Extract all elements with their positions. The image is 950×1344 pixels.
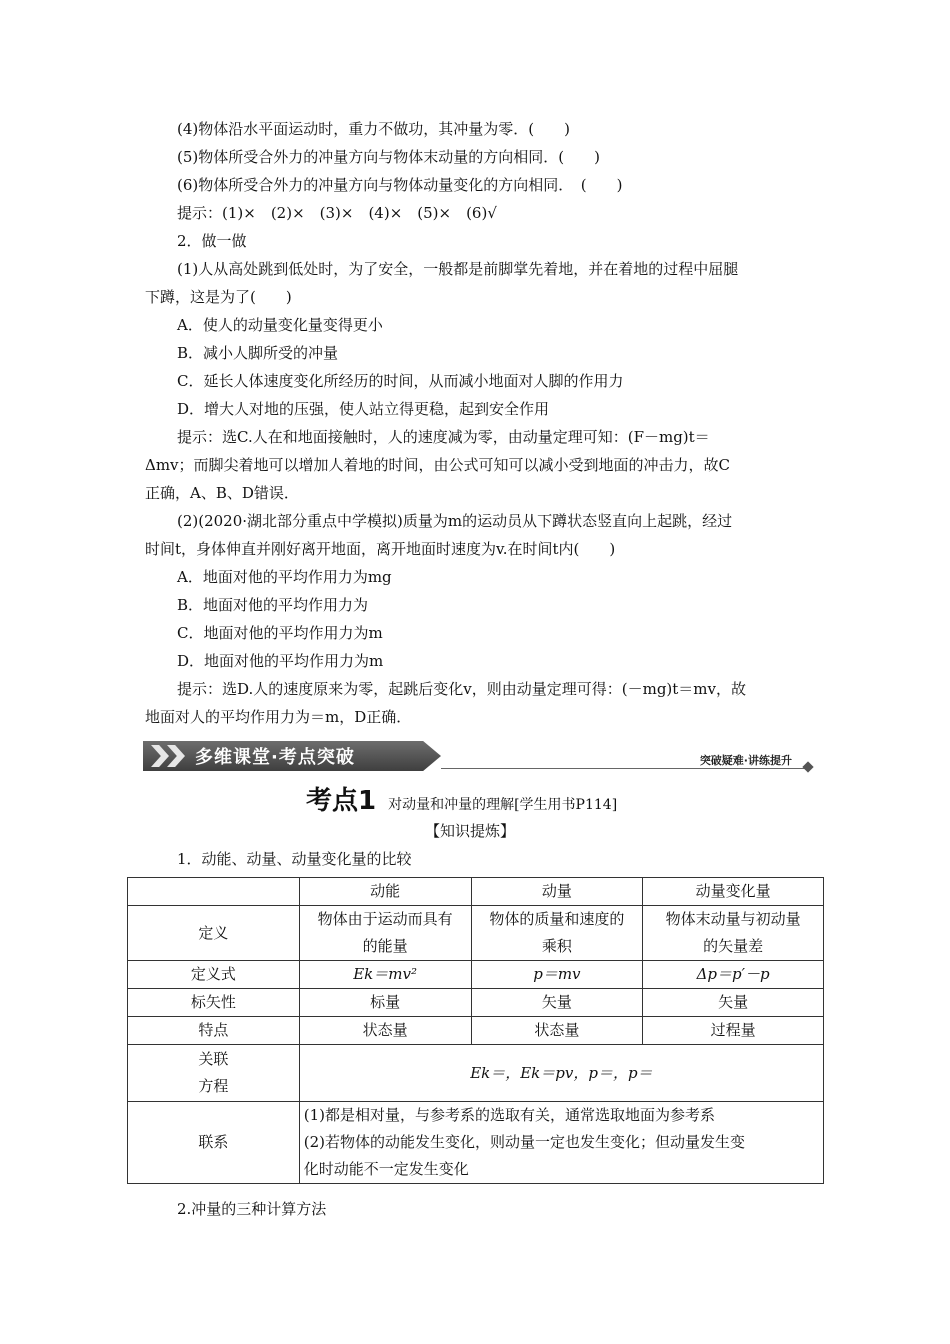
cell-line: (1)都是相对量，与参考系的选取有关，通常选取地面为参考系	[303, 1106, 715, 1124]
hint-answers: 提示：(1)× (2)× (3)× (4)× (5)× (6)√	[177, 204, 497, 222]
banner-rule	[441, 768, 808, 769]
table-cell: 过程量	[643, 1017, 824, 1045]
option-2c: C．地面对他的平均作用力为m	[177, 624, 383, 642]
table-row	[128, 1017, 824, 1045]
diamond-icon	[802, 761, 813, 772]
practice-2-stem: (2)(2020·湖北部分重点中学模拟)质量为m的运动员从下蹲状态竖直向上起跳，经过	[177, 512, 733, 530]
section-practice: 2．做一做	[177, 232, 247, 250]
banner-title: 多维课堂·考点突破	[195, 747, 355, 768]
table-cell: 矢量	[643, 989, 824, 1017]
table-cell: p＝mv	[471, 961, 643, 989]
table-cell: 标量	[299, 989, 471, 1017]
option-2a: A．地面对他的平均作用力为mg	[177, 568, 392, 586]
option-d: D．增大人对地的压强，使人站立得更稳，起到安全作用	[177, 400, 550, 418]
table-cell: 特点	[128, 1017, 300, 1045]
impulse-heading: 2.冲量的三种计算方法	[177, 1200, 327, 1218]
hint-2-line1: 提示：选D.人的速度原来为零，起跳后变化v，则由动量定理可得：(－mg)t＝mv，故	[177, 680, 746, 698]
cell-line: 的能量	[362, 937, 408, 955]
kaodian-number: 考点1	[306, 786, 377, 816]
table-cell	[299, 1102, 823, 1184]
table-cell: 动量变化量	[643, 878, 824, 906]
hint-1-line2: Δmv；而脚尖着地可以增加人着地的时间，由公式可知可以减小受到地面的冲击力，故C	[145, 456, 731, 474]
table-cell: 矢量	[471, 989, 643, 1017]
table-row	[128, 961, 824, 989]
option-a: A．使人的动量变化量变得更小	[177, 316, 383, 334]
comparison-heading: 1．动能、动量、动量变化量的比较	[177, 850, 412, 868]
hint-1-line3: 正确，A、B、D错误．	[145, 484, 299, 502]
practice-2-stem-cont: 时间t，身体伸直并刚好离开地面，离开地面时速度为v.在时间t内( )	[145, 540, 616, 558]
table-cell: 标矢性	[128, 989, 300, 1017]
kaodian-subtitle: 对动量和冲量的理解[学生用书P114]	[388, 797, 618, 813]
table-cell: 动量	[471, 878, 643, 906]
table-cell: 状态量	[471, 1017, 643, 1045]
table-cell: Ek＝，Ek＝pv，p＝，p＝	[299, 1045, 823, 1102]
table-cell: Ek＝mv²	[299, 961, 471, 989]
table-row	[128, 878, 824, 906]
cell-line: 乘积	[541, 937, 572, 955]
cell-line: 关联	[198, 1050, 229, 1068]
table-cell: 动能	[299, 878, 471, 906]
cell-line: 方程	[198, 1077, 229, 1095]
table-cell	[128, 1045, 300, 1102]
hint-1-line1: 提示：选C.人在和地面接触时，人的速度减为零，由动量定理可知：(F－mg)t＝	[177, 428, 710, 446]
table-row	[128, 989, 824, 1017]
comparison-table	[127, 877, 824, 1184]
option-b: B．减小人脚所受的冲量	[177, 344, 339, 362]
banner-right-text: 突破疑难·讲练提升	[699, 754, 792, 767]
table-cell	[643, 906, 824, 961]
option-2d: D．地面对他的平均作用力为m	[177, 652, 384, 670]
knowledge-tag: 【知识提炼】	[425, 822, 516, 840]
table-cell	[471, 906, 643, 961]
table-row	[128, 1102, 824, 1184]
option-2b: B．地面对他的平均作用力为	[177, 596, 369, 614]
option-c: C．延长人体速度变化所经历的时间，从而减小地面对人脚的作用力	[177, 372, 624, 390]
cell-line: 化时动能不一定发生变化	[303, 1160, 469, 1178]
cell-line: 物体由于运动而具有	[317, 910, 453, 928]
section-banner	[143, 738, 818, 774]
practice-1-stem: (1)人从高处跳到低处时，为了安全，一般都是前脚掌先着地，并在着地的过程中屈腿	[177, 260, 739, 278]
question-5: (5)物体所受合外力的冲量方向与物体末动量的方向相同．( )	[177, 148, 600, 166]
question-6: (6)物体所受合外力的冲量方向与物体动量变化的方向相同． ( )	[177, 176, 623, 194]
table-cell	[128, 878, 300, 906]
kaodian-heading	[306, 780, 617, 817]
cell-line: (2)若物体的动能发生变化，则动量一定也发生变化；但动量发生变	[303, 1133, 745, 1151]
table-row	[128, 1045, 824, 1102]
table-row	[128, 906, 824, 961]
hint-2-line2: 地面对人的平均作用力为＝m，D正确．	[145, 708, 412, 726]
table-cell: 定义	[128, 906, 300, 961]
cell-line: 的矢量差	[703, 937, 764, 955]
table-cell: Δp＝p′－p	[643, 961, 824, 989]
table-cell: 状态量	[299, 1017, 471, 1045]
practice-1-stem-cont: 下蹲，这是为了( )	[145, 288, 292, 306]
question-4: (4)物体沿水平面运动时，重力不做功，其冲量为零．( )	[177, 120, 570, 138]
table-cell	[299, 906, 471, 961]
cell-line: 物体末动量与初动量	[665, 910, 801, 928]
table-cell: 定义式	[128, 961, 300, 989]
cell-line: 物体的质量和速度的	[489, 910, 625, 928]
table-cell: 联系	[128, 1102, 300, 1184]
